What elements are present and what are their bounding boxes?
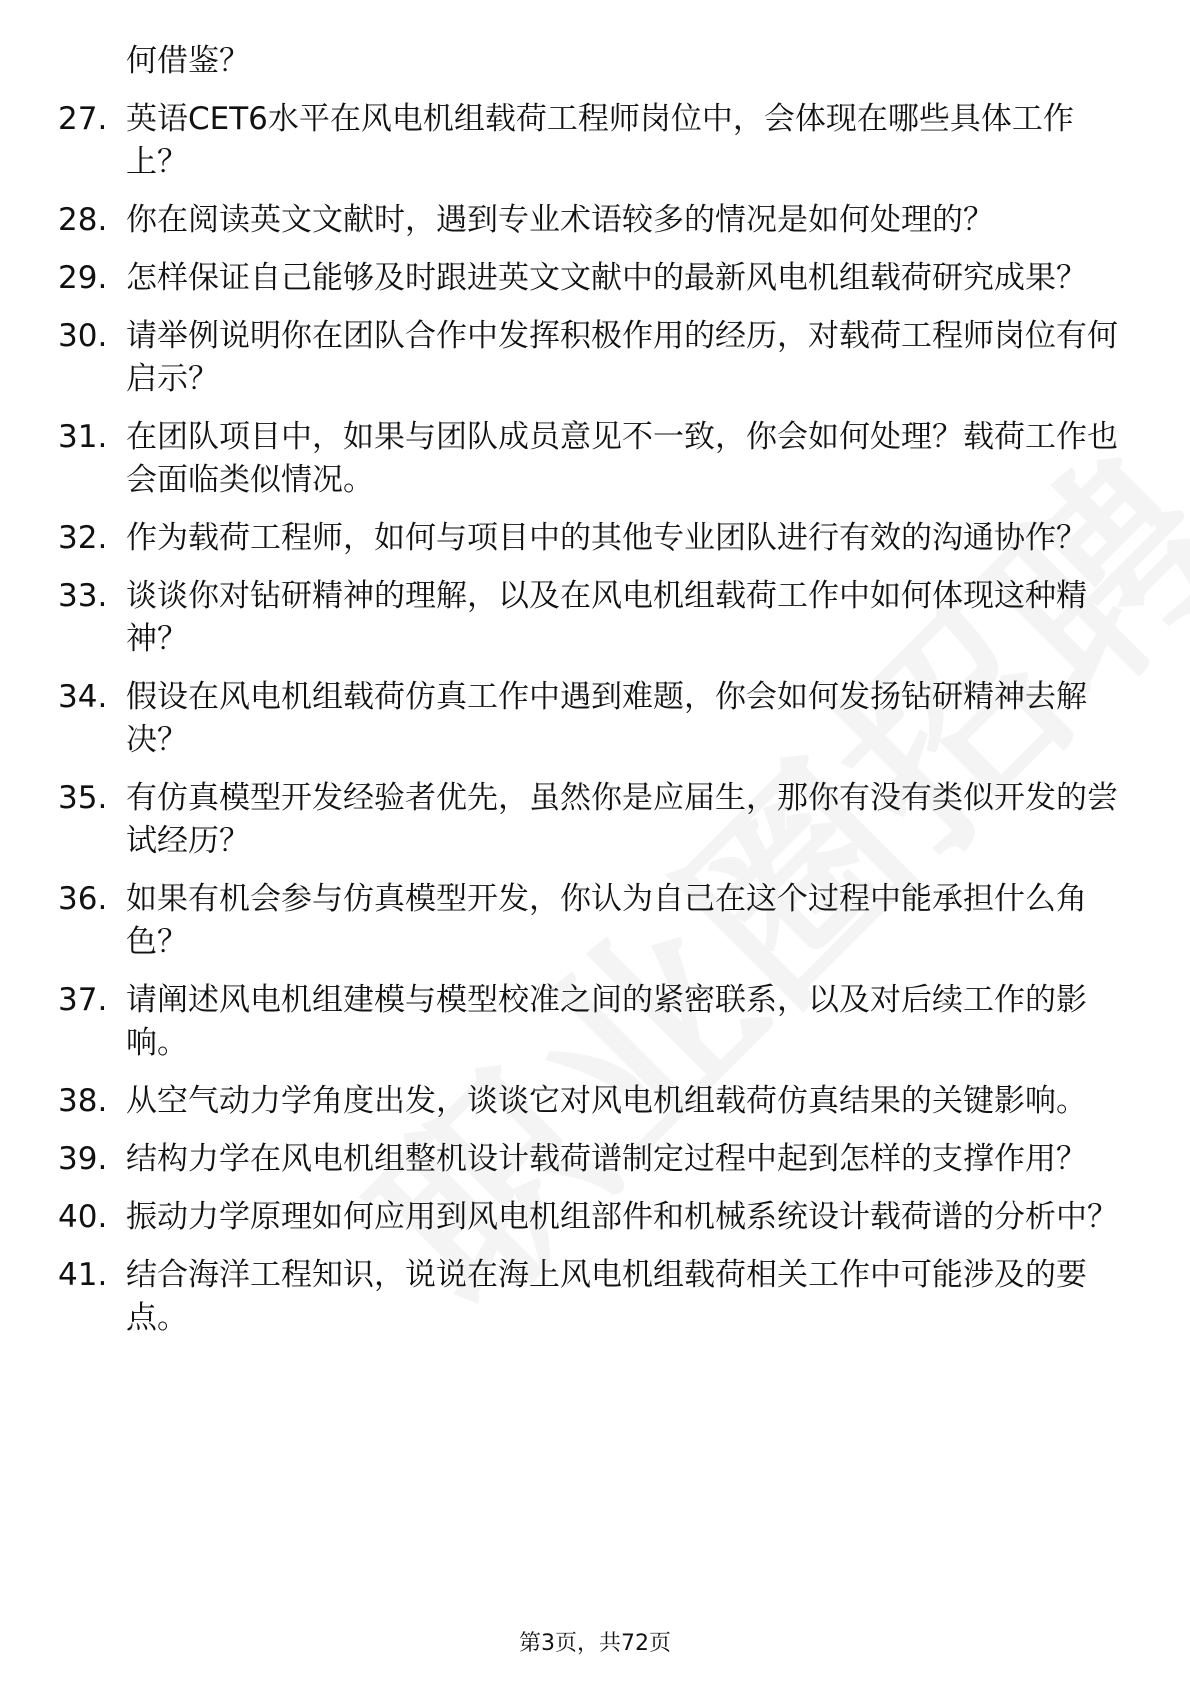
- list-item: [58, 979, 1118, 1065]
- question-text: 英语CET6水平在风电机组载荷工程师岗位中，会体现在哪些具体工作上？: [126, 101, 1074, 180]
- question-list: [58, 40, 1118, 1355]
- list-item: [58, 1138, 1118, 1181]
- question-text: 结合海洋工程知识，说说在海上风电机组载荷相关工作中可能涉及的要点。: [126, 1257, 1087, 1336]
- question-number: 36.: [58, 881, 108, 917]
- question-number: 40.: [58, 1199, 108, 1235]
- question-text: 振动力学原理如何应用到风电机组部件和机械系统设计载荷谱的分析中？: [126, 1199, 1118, 1235]
- question-number: 41.: [58, 1257, 108, 1293]
- list-item: [58, 199, 1118, 242]
- question-number: 28.: [58, 202, 108, 238]
- question-number: 29.: [58, 260, 108, 296]
- list-item: [58, 1080, 1118, 1123]
- list-item: [58, 257, 1118, 300]
- question-number: 39.: [58, 1141, 108, 1177]
- question-text: 假设在风电机组载荷仿真工作中遇到难题，你会如何发扬钻研精神去解决？: [126, 679, 1087, 758]
- list-item: [58, 517, 1118, 560]
- continuation-text: 何借鉴？: [126, 43, 250, 79]
- list-item: [58, 878, 1118, 964]
- question-text: 有仿真模型开发经验者优先，虽然你是应届生，那你有没有类似开发的尝试经历？: [126, 780, 1118, 859]
- question-number: 34.: [58, 679, 108, 715]
- list-item-continuation: [58, 40, 1118, 83]
- list-item: [58, 575, 1118, 661]
- question-text: 谈谈你对钻研精神的理解，以及在风电机组载荷工作中如何体现这种精神？: [126, 578, 1087, 657]
- question-text: 请举例说明你在团队合作中发挥积极作用的经历，对载荷工程师岗位有何启示？: [126, 318, 1118, 397]
- list-item: [58, 676, 1118, 762]
- question-number: 35.: [58, 780, 108, 816]
- question-text: 如果有机会参与仿真模型开发，你认为自己在这个过程中能承担什么角色？: [126, 881, 1087, 960]
- question-number: 33.: [58, 578, 108, 614]
- question-number: 38.: [58, 1083, 108, 1119]
- list-item: [58, 777, 1118, 863]
- question-number: 30.: [58, 318, 108, 354]
- page-footer: 第3页，共72页: [519, 1631, 671, 1656]
- list-item: [58, 1254, 1118, 1340]
- question-text: 作为载荷工程师，如何与项目中的其他专业团队进行有效的沟通协作？: [126, 520, 1087, 556]
- list-item: [58, 416, 1118, 502]
- question-number: 31.: [58, 419, 108, 455]
- question-text: 从空气动力学角度出发，谈谈它对风电机组载荷仿真结果的关键影响。: [126, 1083, 1087, 1119]
- question-number: 37.: [58, 982, 108, 1018]
- list-item: [58, 315, 1118, 401]
- question-text: 结构力学在风电机组整机设计载荷谱制定过程中起到怎样的支撑作用？: [126, 1141, 1087, 1177]
- question-items: [58, 98, 1118, 1340]
- question-text: 请阐述风电机组建模与模型校准之间的紧密联系，以及对后续工作的影响。: [126, 982, 1087, 1061]
- question-text: 怎样保证自己能够及时跟进英文文献中的最新风电机组载荷研究成果？: [126, 260, 1087, 296]
- list-item: [58, 1196, 1118, 1239]
- question-number: 27.: [58, 101, 108, 137]
- question-text: 在团队项目中，如果与团队成员意见不一致，你会如何处理？载荷工作也会面临类似情况。: [126, 419, 1118, 498]
- question-text: 你在阅读英文文献时，遇到专业术语较多的情况是如何处理的？: [126, 202, 994, 238]
- list-item: [58, 98, 1118, 184]
- question-number: 32.: [58, 520, 108, 556]
